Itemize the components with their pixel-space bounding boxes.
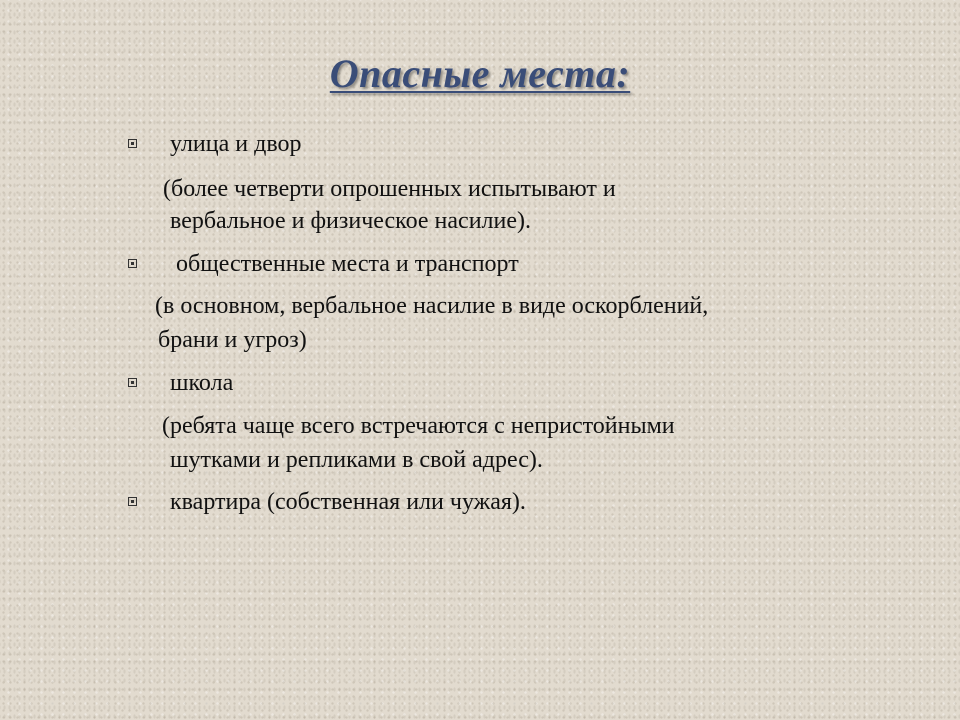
list-item-label: школа xyxy=(170,370,234,396)
square-bullet-icon xyxy=(128,497,137,506)
list-item-note: (более четверти опрошенных испытывают и xyxy=(163,176,616,202)
square-bullet-icon xyxy=(128,139,137,148)
square-bullet-icon xyxy=(128,259,137,268)
list-item-note: брани и угроз) xyxy=(158,327,307,353)
slide-title: Опасные места: xyxy=(329,51,631,96)
list-item-note: шутками и репликами в свой адрес). xyxy=(170,447,543,473)
list-item-label: улица и двор xyxy=(170,131,302,157)
list-item-note: вербальное и физическое насилие). xyxy=(170,208,532,234)
list-item-note: (в основном, вербальное насилие в виде оскорблений, xyxy=(155,293,709,319)
square-bullet-icon xyxy=(128,378,137,387)
list-item-label: квартира (собственная или чужая). xyxy=(170,489,526,515)
list-item-note: (ребята чаще всего встречаются с непристойными xyxy=(162,413,675,439)
list-item-label: общественные места и транспорт xyxy=(176,251,519,277)
